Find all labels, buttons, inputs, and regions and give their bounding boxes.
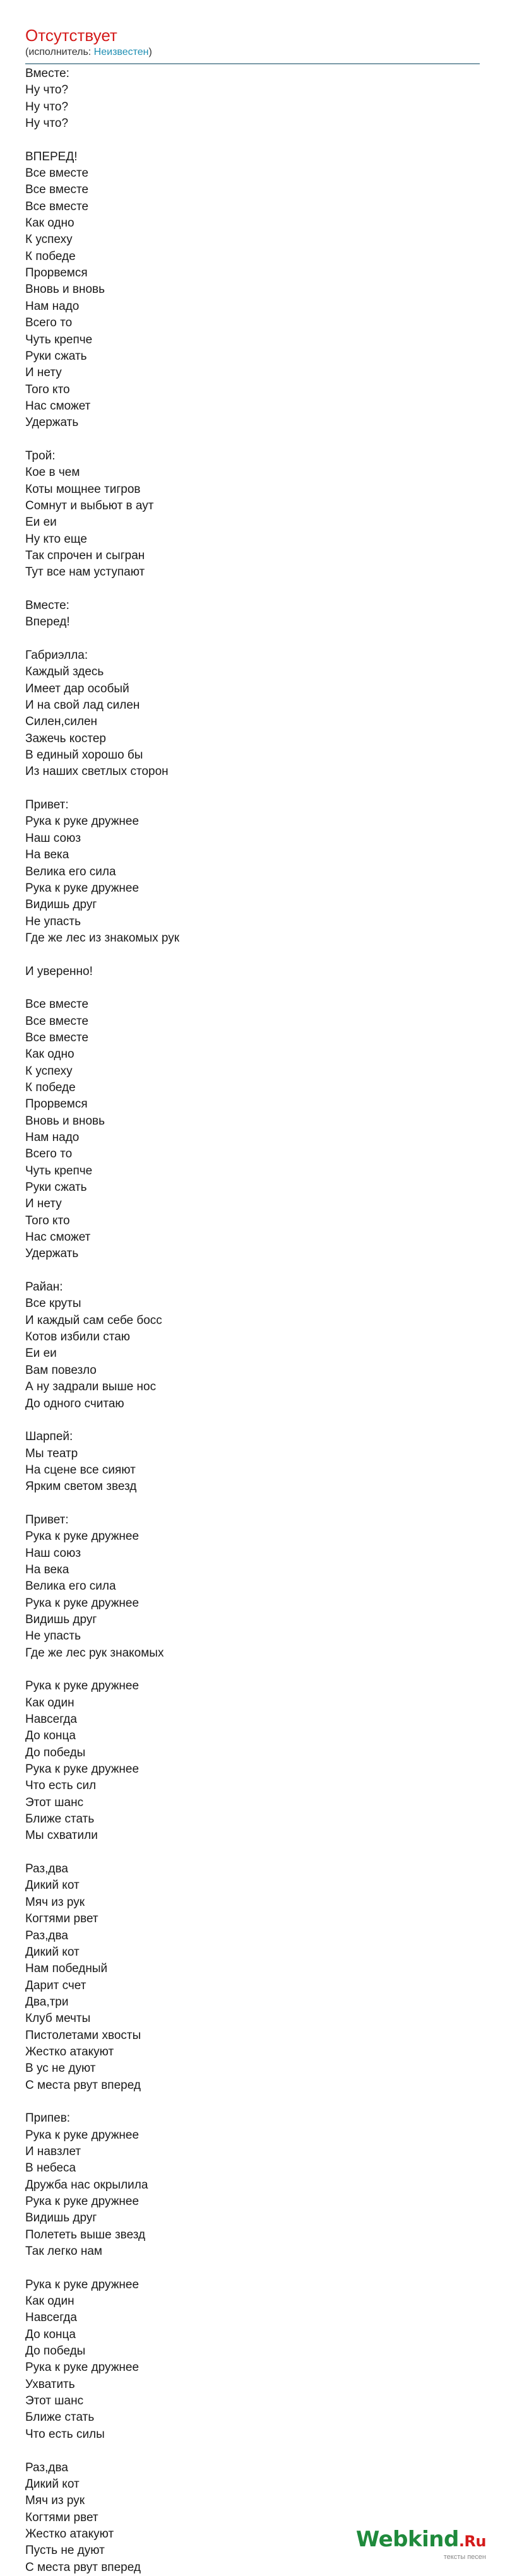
lyrics-line: И уверенно!: [25, 964, 93, 978]
lyrics-blank-line: [25, 631, 480, 647]
lyrics-line: Коты мощнее тигров: [25, 482, 141, 496]
lyrics-blank-line: [25, 947, 480, 963]
lyrics-blank-line: [25, 2094, 480, 2110]
lyrics-line: Ну что?: [25, 83, 69, 97]
lyrics-line: Раз,два: [25, 1862, 68, 1876]
lyrics-line: Рука к руке дружнее: [25, 815, 140, 829]
lyrics-line: Зажечь костер: [25, 731, 106, 745]
lyrics-line: Навсегда: [25, 2311, 77, 2325]
lyrics-line: Этот шанс: [25, 1795, 84, 1809]
lyrics-line: Трой:: [25, 449, 56, 463]
lyrics-line: Удержать: [25, 416, 79, 430]
lyrics-line: Раз,два: [25, 2461, 68, 2474]
lyrics-line: К победе: [25, 249, 76, 263]
lyrics-line: В единый хорошо бы: [25, 748, 143, 762]
lyrics-line: Пистолетами хвосты: [25, 2028, 141, 2042]
lyrics-line: Все вместе: [25, 199, 89, 213]
lyrics-line: Из наших светлых сторон: [25, 765, 169, 779]
lyrics-line: Ярким светом звезд: [25, 1480, 137, 1494]
lyrics-line: Рука к руке дружнее: [25, 1763, 140, 1776]
lyrics-line: Раз,два: [25, 1929, 68, 1942]
lyrics-line: Так легко нам: [25, 2245, 102, 2259]
lyrics-line: Кое в чем: [25, 466, 80, 480]
lyrics-line: Ухватить: [25, 2377, 75, 2391]
lyrics-line: В ус не дуют: [25, 2062, 96, 2076]
lyrics-line: Два,три: [25, 1995, 69, 2009]
lyrics-line: Ну что?: [25, 100, 69, 114]
lyrics-line: Дикий кот: [25, 1945, 80, 1959]
lyrics-line: Мы театр: [25, 1446, 78, 1460]
lyrics-line: Рука к руке дружнее: [25, 2278, 140, 2291]
lyrics-line: До конца: [25, 1729, 76, 1743]
lyrics-line: Пусть не дуют: [25, 2544, 105, 2558]
lyrics-line: И каждый сам себе босс: [25, 1313, 162, 1327]
lyrics-line: Еи еи: [25, 516, 57, 529]
lyrics-line: Всего то: [25, 1147, 73, 1161]
site-logo[interactable]: [347, 2527, 486, 2562]
lyrics-line: И навзлет: [25, 2144, 81, 2158]
song-header: [25, 25, 480, 59]
lyrics-line: Видишь друг: [25, 1612, 97, 1626]
lyrics-line: Рука к руке дружнее: [25, 2361, 140, 2375]
lyrics-line: Руки сжать: [25, 349, 87, 363]
lyrics-line: Не упасть: [25, 1629, 81, 1643]
lyrics-line: На века: [25, 848, 69, 862]
lyrics-line: Ближе стать: [25, 2411, 95, 2425]
lyrics-line: Жестко атакуют: [25, 2045, 114, 2059]
lyrics-line: Вперед!: [25, 615, 70, 629]
lyrics-line: Велика его сила: [25, 1580, 116, 1593]
lyrics-line: Как одно: [25, 1048, 74, 1061]
lyrics-line: Каждый здесь: [25, 665, 104, 679]
logo-name: Webkind: [355, 2527, 459, 2552]
lyrics-line: Вновь и вновь: [25, 283, 105, 297]
lyrics-line: Ближе стать: [25, 1812, 95, 1826]
lyrics-line: К успеху: [25, 1064, 73, 1078]
lyrics-line: До победы: [25, 1746, 86, 1759]
lyrics-line: Вместе:: [25, 67, 69, 80]
lyrics-line: Мяч из рук: [25, 2494, 85, 2508]
lyrics-line: Наш союз: [25, 1546, 81, 1560]
lyrics-line: Вместе:: [25, 599, 69, 612]
lyrics-line: Рука к руке дружнее: [25, 2195, 140, 2208]
lyrics-line: Удержать: [25, 1247, 79, 1261]
lyrics-line: Все вместе: [25, 183, 89, 197]
lyrics-line: Все вместе: [25, 167, 89, 180]
lyrics-line: Мы схватили: [25, 1829, 98, 1843]
lyrics-line: И на свой лад силен: [25, 699, 140, 712]
lyrics-blank-line: [25, 1496, 480, 1512]
lyrics-line: И нету: [25, 1197, 62, 1211]
lyrics-line: Габриэлла:: [25, 649, 88, 663]
lyrics-line: Все круты: [25, 1297, 81, 1311]
lyrics-line: Рука к руке дружнее: [25, 1596, 140, 1610]
lyrics-line: Сомнут и выбьют в аут: [25, 499, 154, 512]
lyrics-line: Всего то: [25, 316, 73, 330]
lyrics-line: А ну задрали выше нос: [25, 1380, 157, 1394]
lyrics-line: Рука к руке дружнее: [25, 881, 140, 895]
lyrics-line: Когтями рвет: [25, 1912, 98, 1926]
lyrics-blank-line: [25, 132, 480, 148]
lyrics-line: Как один: [25, 2295, 74, 2308]
lyrics-line: Нам надо: [25, 1131, 80, 1144]
lyrics-blank-line: [25, 2260, 480, 2276]
artist-suffix: ): [148, 47, 152, 57]
lyrics-blank-line: [25, 581, 480, 598]
lyrics-line: Где же лес из знакомых рук: [25, 931, 180, 945]
lyrics-blank-line: [25, 980, 480, 996]
lyrics-line: Имеет дар особый: [25, 682, 129, 695]
logo-tagline: тексты песен: [443, 2553, 486, 2561]
lyrics-body: [25, 66, 480, 2576]
lyrics-line: Не упасть: [25, 914, 81, 928]
lyrics-line: Полететь выше звезд: [25, 2228, 146, 2242]
lyrics-line: До конца: [25, 2327, 76, 2341]
lyrics-line: Рука к руке дружнее: [25, 1679, 140, 1693]
lyrics-line: Навсегда: [25, 1713, 77, 1727]
lyrics-line: Рука к руке дружнее: [25, 2128, 140, 2142]
lyrics-line: Мяч из рук: [25, 1895, 85, 1909]
lyrics-blank-line: [25, 1845, 480, 1861]
lyrics-line: Как один: [25, 1696, 74, 1710]
lyrics-line: Тут все нам уступают: [25, 565, 145, 579]
logo-wordmark: [347, 2527, 486, 2554]
lyrics-line: Вам повезло: [25, 1363, 97, 1377]
lyrics-line: До одного считаю: [25, 1397, 124, 1410]
lyrics-line: Все вместе: [25, 1031, 89, 1044]
lyrics-line: С места рвут вперед: [25, 2078, 141, 2092]
lyrics-line: Прорвемся: [25, 1097, 88, 1111]
lyrics-line: Так спрочен и сыгран: [25, 548, 145, 562]
lyrics-line: Нам надо: [25, 299, 80, 313]
lyrics-line: Того кто: [25, 1214, 70, 1227]
lyrics-line: К успеху: [25, 233, 73, 247]
artist-line: [25, 45, 480, 59]
lyrics-line: Привет:: [25, 798, 69, 812]
lyrics-line: Дикий кот: [25, 2477, 80, 2491]
lyrics-line: Ну что?: [25, 117, 69, 131]
lyrics-line: ВПЕРЕД!: [25, 150, 78, 163]
lyrics-line: Как одно: [25, 216, 74, 230]
lyrics-line: И нету: [25, 366, 62, 380]
artist-prefix: (исполнитель:: [25, 47, 94, 57]
lyrics-blank-line: [25, 781, 480, 797]
lyrics-line: Силен,силен: [25, 715, 98, 729]
lyrics-line: Видишь друг: [25, 2211, 97, 2225]
lyrics-line: Дружба нас окрылила: [25, 2178, 148, 2192]
lyrics-line: Котов избили стаю: [25, 1330, 131, 1344]
lyrics-line: Где же лес рук знакомых: [25, 1646, 164, 1660]
lyrics-line: Райан:: [25, 1280, 63, 1294]
lyrics-blank-line: [25, 1662, 480, 1678]
lyrics-line: Припев:: [25, 2112, 71, 2125]
lyrics-line: Дикий кот: [25, 1879, 80, 1893]
lyrics-blank-line: [25, 2443, 480, 2459]
lyrics-line: Чуть крепче: [25, 1164, 93, 1178]
lyrics-line: Привет:: [25, 1513, 69, 1527]
song-title: Отсутствует: [25, 26, 117, 45]
lyrics-line: Руки сжать: [25, 1181, 87, 1195]
lyrics-line: Того кто: [25, 382, 70, 396]
lyrics-line: Нам победный: [25, 1962, 108, 1976]
logo-tld: .Ru: [458, 2532, 486, 2550]
lyrics-line: Что есть сил: [25, 1779, 97, 1793]
lyrics-line: Рука к руке дружнее: [25, 1530, 140, 1544]
lyrics-line: Клуб мечты: [25, 2012, 91, 2026]
lyrics-line: Еи еи: [25, 1347, 57, 1361]
lyrics-line: Ну кто еще: [25, 532, 87, 546]
lyrics-line: На века: [25, 1563, 69, 1576]
lyrics-line: Велика его сила: [25, 865, 116, 878]
lyrics-line: С места рвут вперед: [25, 2560, 141, 2574]
header-divider: [25, 63, 480, 64]
lyrics-line: Все вместе: [25, 1014, 89, 1028]
lyrics-line: На сцене все сияют: [25, 1463, 136, 1477]
lyrics-line: Чуть крепче: [25, 333, 93, 346]
lyrics-line: Дарит счет: [25, 1978, 86, 1992]
lyrics-line: Прорвемся: [25, 266, 88, 280]
lyrics-line: Нас сможет: [25, 399, 91, 413]
lyrics-line: Когтями рвет: [25, 2510, 98, 2524]
lyrics-line: Все вместе: [25, 998, 89, 1012]
lyrics-blank-line: [25, 432, 480, 448]
lyrics-line: Этот шанс: [25, 2394, 84, 2408]
lyrics-line: Вновь и вновь: [25, 1114, 105, 1128]
lyrics-line: К победе: [25, 1080, 76, 1094]
lyrics-line: Наш союз: [25, 831, 81, 845]
lyrics-line: До победы: [25, 2344, 86, 2358]
artist-link[interactable]: Неизвестен: [93, 47, 149, 57]
lyrics-line: Нас сможет: [25, 1231, 91, 1244]
lyrics-line: Видишь друг: [25, 898, 97, 912]
lyrics-line: Шарпей:: [25, 1430, 73, 1444]
lyrics-blank-line: [25, 1263, 480, 1279]
lyrics-line: В небеса: [25, 2161, 76, 2175]
lyrics-line: Что есть силы: [25, 2427, 105, 2441]
lyrics-blank-line: [25, 1412, 480, 1429]
lyrics-line: Жестко атакуют: [25, 2527, 114, 2541]
